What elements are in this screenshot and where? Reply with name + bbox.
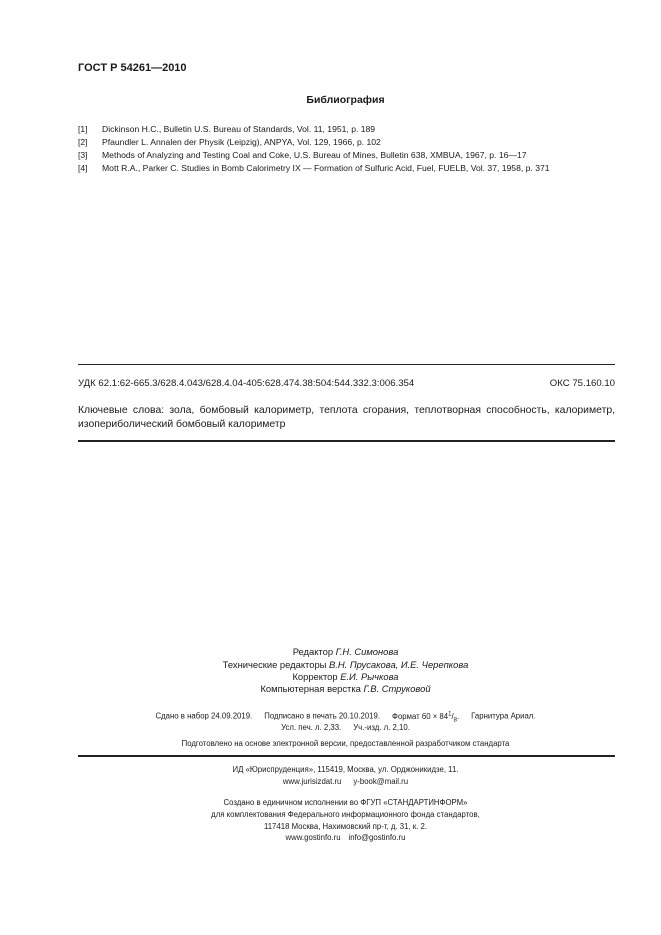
credit-tech-editors [0,659,661,670]
reference-number: [4] [78,163,88,173]
credit-layout [0,683,661,694]
document-code: ГОСТ Р 54261—2010 [78,62,187,74]
printer-site-link[interactable]: www.gostinfo.ru [285,833,341,842]
reference-number: [1] [78,124,88,134]
credit-proofreader [0,671,661,682]
reference-text: Pfaundler L. Annalen der Physik (Leipzig), ANPYA, Vol. 129, 1966, p. 102 [102,137,381,147]
printer-contacts [0,833,661,842]
credit-person: Г.Н. Симонова [335,646,399,657]
credit-person: Е.И. Рычкова [340,671,399,682]
prepared-note: Подготовлено на основе электронной версии, предоставленной разработчиком стандарта [181,739,510,748]
signed-date: Подписано в печать 20.10.2019. [264,711,381,721]
credit-label: Технические редакторы [222,659,327,670]
bibliography-title: Библиография [306,94,385,106]
publisher-address: ИД «Юриспруденция», 115419, Москва, ул. Орджоникидзе, 11. [232,765,459,774]
set-date: Сдано в набор 24.09.2019. [155,711,253,721]
credit-editor [0,646,661,657]
publisher-site-link[interactable]: www.jurisizdat.ru [282,777,342,786]
divider-bottom [78,755,615,757]
publisher-email-link[interactable]: y-book@mail.ru [353,777,409,786]
reference-text: Mott R.A., Parker C. Studies in Bomb Calorimetry IX — Formation of Sulfuric Acid, Fuel, FUELB, Vol. 37, 1958, p. 371 [102,163,550,173]
reference-item [78,124,375,134]
reference-number: [3] [78,150,88,160]
pub-sheets: Уч.-изд. л. 2,10. [353,723,410,732]
print-info-line1 [0,711,661,723]
divider-keywords [78,440,615,442]
udk-code: УДК 62.1:62-665.3/628.4.043/628.4.04-405:628.474.38:504:544.332.3:006.354 [78,378,415,389]
sheets: Усл. печ. л. 2,33. [281,723,342,732]
credit-label: Компьютерная верстка [260,683,361,694]
typeface: Гарнитура Ариал. [471,711,536,721]
divider-top [78,364,615,365]
printer-address: 117418 Москва, Нахимовский пр-т, д. 31, к. 2. [263,822,428,831]
printer-email-link[interactable]: info@gostinfo.ru [348,833,406,842]
printer-line2: для комплектования Федерального информационного фонда стандартов, [211,810,480,819]
keywords: Ключевые слова: зола, бомбовый калориметр, теплота сгорания, теплотворная способность, калориметр, изопериболический бомбовый калориметр [78,405,615,430]
oks-code: ОКС 75.160.10 [549,378,615,389]
reference-text: Methods of Analyzing and Testing Coal and Coke, U.S. Bureau of Mines, Bulletin 638, XMBUA, 1967, p. 16—17 [102,150,527,160]
credit-person: В.Н. Прусакова, И.Е. Черепкова [329,659,469,670]
reference-number: [2] [78,137,88,147]
reference-item [78,163,550,173]
printer-line1: Создано в единичном исполнении во ФГУП «СТАНДАРТИНФОРМ» [223,798,468,807]
print-info-line2 [0,723,661,732]
format-info: Формат $60 \times 84^1/_8$. [392,711,460,724]
reference-text: Dickinson H.C., Bulletin U.S. Bureau of Standards, Vol. 11, 1951, p. 189 [102,124,376,134]
credit-label: Редактор [292,646,334,657]
publisher-contacts [0,777,661,786]
reference-item [78,137,381,147]
reference-item [78,150,527,160]
credit-label: Корректор [292,671,338,682]
credit-person: Г.В. Струковой [363,683,431,694]
